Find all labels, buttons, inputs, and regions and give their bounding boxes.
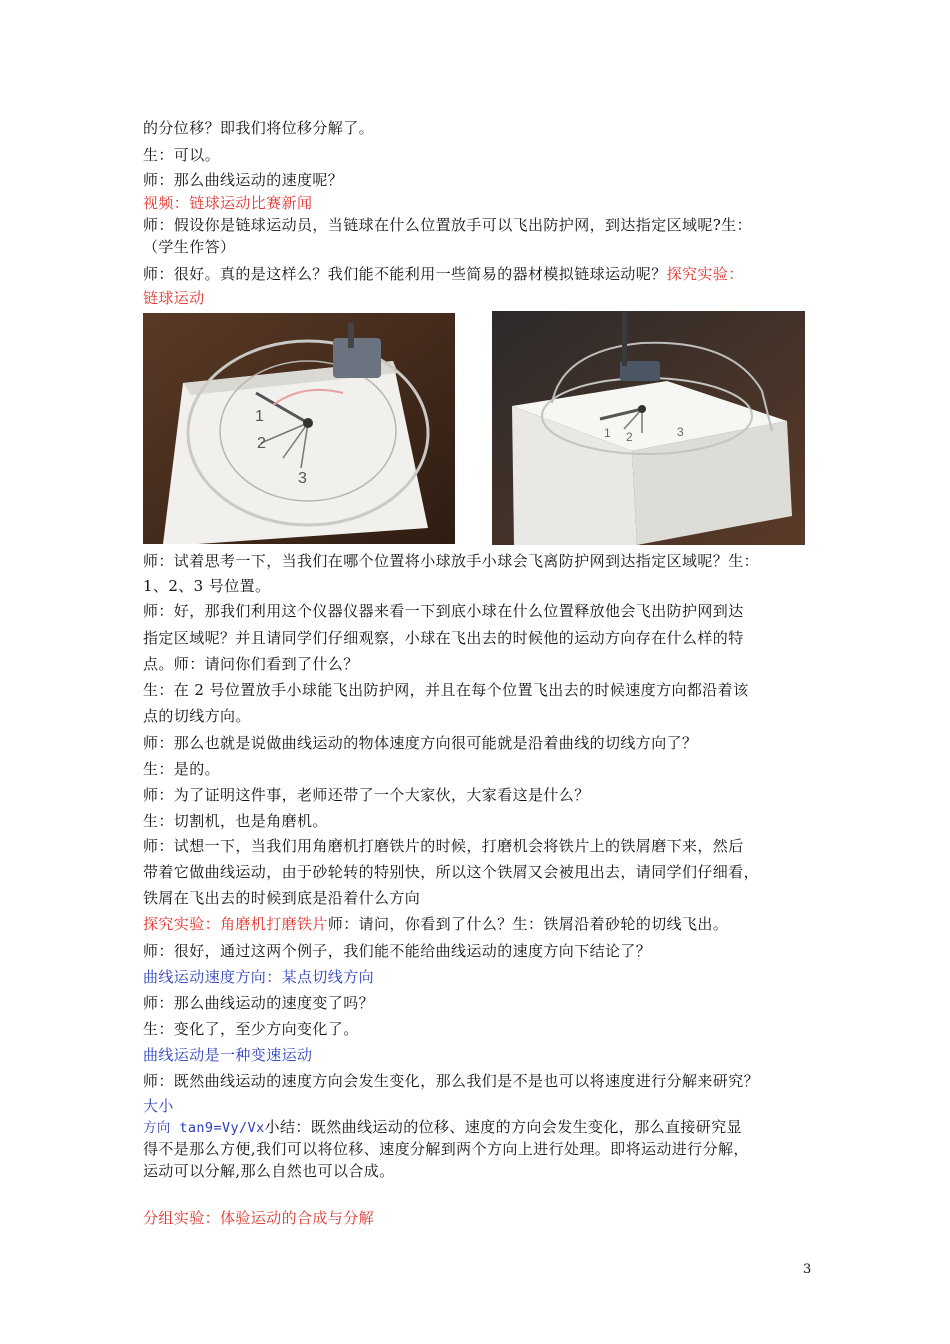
text-line: 1、2、3 号位置。	[143, 577, 271, 595]
text-line: 师：试想一下，当我们用角磨机打磨铁片的时候，打磨机会将铁片上的铁屑磨下来，然后	[143, 837, 744, 855]
text-line: 方向 tan9=Vy/Vx小结：既然曲线运动的位移、速度的方向会发生变化，那么直接研究显	[143, 1118, 743, 1136]
text-line: 生：是的。	[143, 760, 221, 778]
text-line: 探究实验：角磨机打磨铁片师：请问，你看到了什么？生：铁屑沿着砂轮的切线飞出。	[143, 915, 729, 933]
text-line-red: 分组实验：体验运动的合成与分解	[143, 1209, 375, 1227]
text-line: 得不是那么方便,我们可以将位移、速度分解到两个方向上进行处理。即将运动进行分解，	[143, 1140, 749, 1158]
chain-ball-apparatus-illustration	[492, 311, 805, 545]
text-line: 的分位移？即我们将位移分解了。	[143, 119, 375, 137]
text-line: 带着它做曲线运动，由于砂轮转的特别快，所以这个铁屑又会被甩出去，请同学们仔细看，	[143, 863, 760, 881]
position-label-2: 2	[257, 435, 266, 452]
text-line: 生：可以。	[143, 146, 221, 164]
text-line: （学生作答）	[143, 238, 236, 256]
text-line: 生：变化了，至少方向变化了。	[143, 1020, 359, 1038]
text-line: 师：那么曲线运动的速度变了吗？	[143, 994, 375, 1012]
text-line: 师：为了证明这件事，老师还带了一个大家伙，大家看这是什么？	[143, 786, 590, 804]
chain-ball-apparatus-illustration	[143, 313, 455, 544]
text-line: 师：那么也就是说做曲线运动的物体速度方向很可能就是沿着曲线的切线方向了？	[143, 734, 698, 752]
text-line: 运动可以分解,那么自然也可以合成。	[143, 1162, 395, 1180]
text-line-blue: 曲线运动速度方向：某点切线方向	[143, 968, 375, 986]
position-label-1: 1	[604, 426, 611, 440]
page-number: 3	[803, 1262, 812, 1277]
position-label-2: 2	[626, 430, 633, 444]
text-line: 师：好，那我们利用这个仪器仪器来看一下到底小球在什么位置释放他会飞出防护网到达	[143, 602, 744, 620]
position-label-1: 1	[255, 408, 264, 425]
text-line: 点。师：请问你们看到了什么？	[143, 655, 359, 673]
experiment-photo-top-view	[143, 313, 455, 544]
text-line: 铁屑在飞出去的时候到底是沿着什么方向	[143, 889, 421, 907]
text-line: 师：很好，通过这两个例子，我们能不能给曲线运动的速度方向下结论了？	[143, 942, 652, 960]
text-line: 师：那么曲线运动的速度呢？	[143, 171, 344, 189]
text-line: 师：试着思考一下，当我们在哪个位置将小球放手小球会飞离防护网到达指定区域呢？生：	[143, 552, 760, 570]
text-line-blue: 大小	[143, 1097, 174, 1115]
text-line-red: 链球运动	[143, 289, 205, 307]
text-line: 师：很好。真的是这样么？我们能不能利用一些简易的器材模拟链球运动呢？探究实验：	[143, 265, 744, 283]
text-line: 生：切割机，也是角磨机。	[143, 812, 328, 830]
experiment-photo-side-view	[492, 311, 805, 545]
text-line: 师：既然曲线运动的速度方向会发生变化，那么我们是不是也可以将速度进行分解来研究？	[143, 1072, 760, 1090]
text-line: 点的切线方向。	[143, 707, 251, 725]
text-line-red: 视频：链球运动比赛新闻	[143, 194, 313, 212]
text-line-blue: 曲线运动是一种变速运动	[143, 1046, 313, 1064]
position-label-3: 3	[677, 425, 684, 439]
text-line: 生：在 2 号位置放手小球能飞出防护网，并且在每个位置飞出去的时候速度方向都沿着该	[143, 681, 749, 699]
position-label-3: 3	[298, 470, 307, 487]
text-line: 指定区域呢？并且请同学们仔细观察，小球在飞出去的时候他的运动方向存在什么样的特	[143, 629, 744, 647]
text-line: 师：假设你是链球运动员，当链球在什么位置放手可以飞出防护网，到达指定区域呢?生：	[143, 216, 753, 234]
